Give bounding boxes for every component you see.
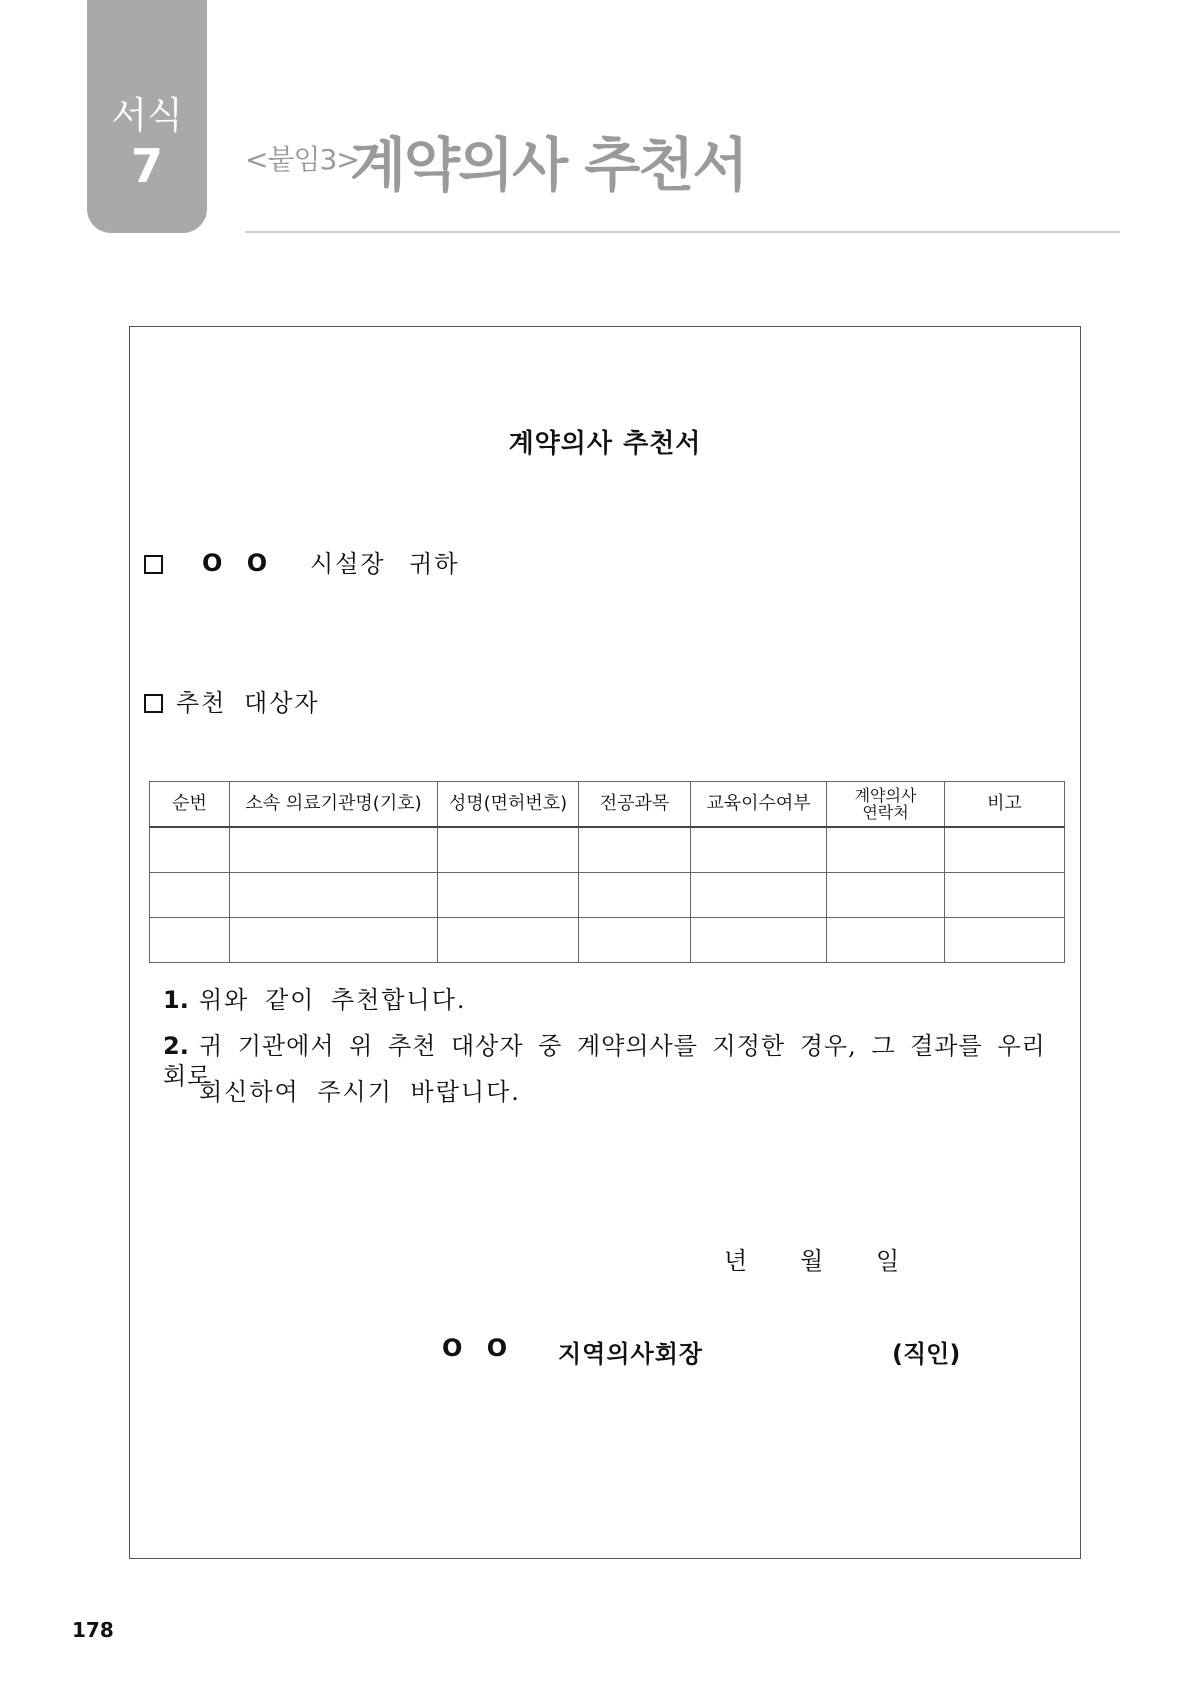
header-divider bbox=[245, 231, 1120, 233]
table-cell[interactable] bbox=[150, 873, 230, 918]
form-label: 서식 bbox=[111, 94, 183, 137]
date-month: 월 bbox=[800, 1247, 824, 1275]
form-title: 계약의사 추천서 bbox=[508, 429, 702, 459]
table-cell[interactable] bbox=[691, 918, 827, 963]
note-1 bbox=[163, 985, 1063, 1015]
date-day: 일 bbox=[876, 1247, 900, 1275]
note-2-text: 귀 기관에서 위 추천 대상자 중 계약의사를 지정한 경우, 그 결과를 우리 회로 bbox=[163, 1032, 1046, 1090]
candidate-table bbox=[149, 781, 1065, 963]
col-header-institution: 소속 의료기관명(기호) bbox=[230, 782, 438, 828]
checkbox-addressee[interactable] bbox=[144, 555, 163, 574]
recommendation-form bbox=[129, 326, 1081, 1559]
note-2-continued-text: 회신하여 주시기 바랍니다. bbox=[199, 1078, 521, 1106]
table-cell[interactable] bbox=[945, 918, 1065, 963]
table-cell[interactable] bbox=[827, 873, 945, 918]
table-cell[interactable] bbox=[945, 827, 1065, 873]
date-year: 년 bbox=[724, 1247, 748, 1275]
signature-org: 지역의사회장 bbox=[558, 1339, 704, 1368]
note-1-text: 위와 같이 추천합니다. bbox=[199, 986, 467, 1014]
col-header-specialty: 전공과목 bbox=[579, 782, 691, 828]
section-candidates-label: 추천 대상자 bbox=[176, 689, 320, 717]
col-header-seq: 순번 bbox=[150, 782, 230, 828]
col-header-name: 성명(면허번호) bbox=[438, 782, 579, 828]
table-cell[interactable] bbox=[150, 918, 230, 963]
signature-placeholder: O O bbox=[442, 1334, 516, 1362]
note-1-number: 1. bbox=[163, 986, 189, 1014]
table-cell[interactable] bbox=[579, 827, 691, 873]
addressee-placeholder: O O bbox=[202, 549, 276, 577]
page-title: 계약의사 추천서 bbox=[350, 131, 747, 199]
checkbox-candidates[interactable] bbox=[144, 694, 163, 713]
col-header-training: 교육이수여부 bbox=[691, 782, 827, 828]
form-number: 7 bbox=[130, 139, 163, 193]
col-header-remarks: 비고 bbox=[945, 782, 1065, 828]
attachment-label: <붙임3> bbox=[245, 143, 359, 176]
addressee-label: 시설장 귀하 bbox=[310, 550, 460, 578]
form-number-tab bbox=[87, 0, 207, 233]
table-cell[interactable] bbox=[827, 827, 945, 873]
table-cell[interactable] bbox=[230, 918, 438, 963]
table-cell[interactable] bbox=[945, 873, 1065, 918]
table-cell[interactable] bbox=[579, 918, 691, 963]
note-2-continued bbox=[199, 1077, 1099, 1107]
table-row bbox=[150, 918, 1065, 963]
table-cell[interactable] bbox=[150, 827, 230, 873]
table-cell[interactable] bbox=[230, 873, 438, 918]
col-header-contact bbox=[827, 782, 945, 828]
official-seal-label: (직인) bbox=[892, 1340, 961, 1368]
col-header-contact-text: 계약의사 연락처 bbox=[854, 786, 917, 822]
table-cell[interactable] bbox=[438, 873, 579, 918]
table-row bbox=[150, 827, 1065, 873]
page-number: 178 bbox=[72, 1618, 114, 1642]
table-cell[interactable] bbox=[438, 827, 579, 873]
table-cell[interactable] bbox=[691, 827, 827, 873]
table-row bbox=[150, 873, 1065, 918]
table-cell[interactable] bbox=[230, 827, 438, 873]
table-cell[interactable] bbox=[691, 873, 827, 918]
table-header-row bbox=[150, 782, 1065, 828]
table-cell[interactable] bbox=[438, 918, 579, 963]
table-cell[interactable] bbox=[827, 918, 945, 963]
note-2-number: 2. bbox=[163, 1032, 189, 1060]
table-cell[interactable] bbox=[579, 873, 691, 918]
